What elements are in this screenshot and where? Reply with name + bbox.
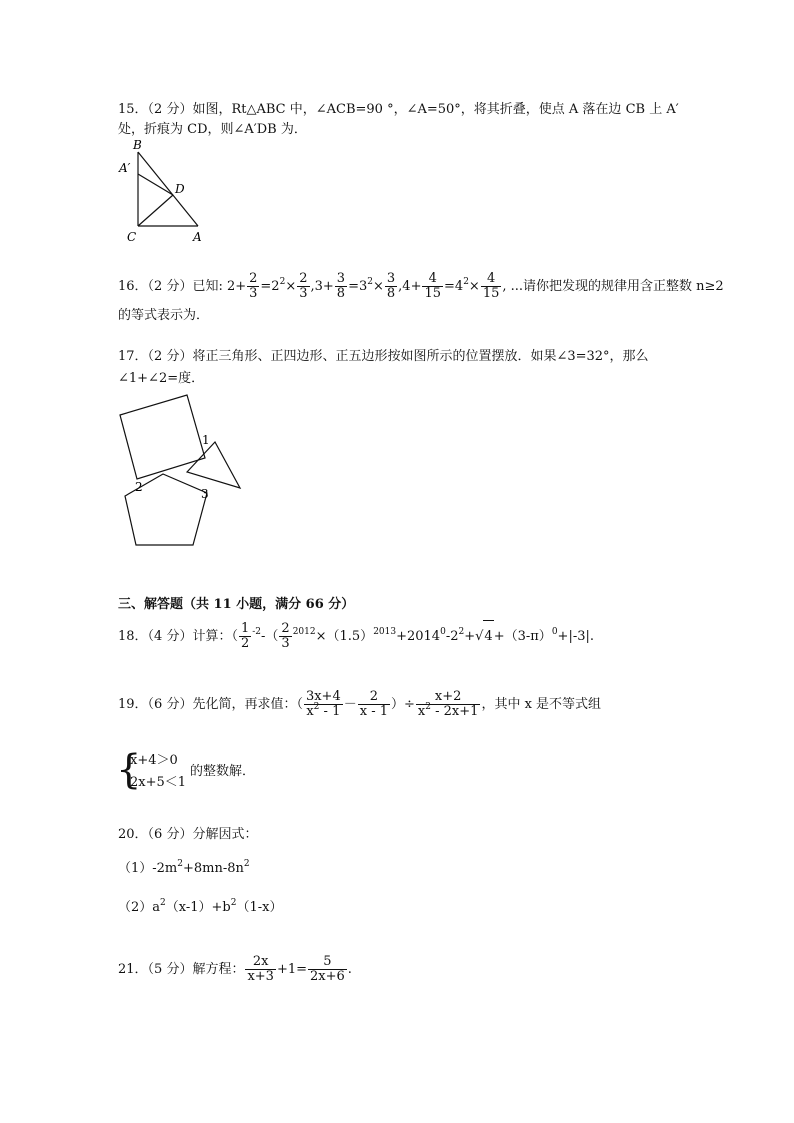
- fraction: $\frac{4}{15}$: [424, 271, 442, 301]
- fraction: $\frac{3x+4}{x^2 - 1}$: [305, 689, 341, 719]
- fraction: $\frac{5}{2x+6}$: [310, 954, 345, 984]
- fraction: $\frac{4}{15}$: [482, 271, 500, 301]
- triangle-shape: [187, 442, 240, 488]
- label-b: B: [133, 138, 142, 152]
- fraction: $\frac{2}{x - 1}$: [359, 689, 389, 719]
- sqrt: 4: [483, 620, 493, 653]
- q17-polygons-figure: [110, 390, 250, 550]
- q19-system-line1: x+4＞0: [130, 753, 178, 768]
- q19-line1: 19．（6 分）先化简，再求值：（ $\frac{3x+4}{x^2 - 1}$ － $\frac{2}{x - 1}$ ）÷ $\frac{x+2}{x^2 - 2x+1}$ ，其中 x 是不等式组: [118, 689, 602, 719]
- q20-part2: $(2)a^2(x-1)+b^2(1-x)$: [118, 898, 283, 915]
- q21-line: 21．（5 分）解方程： $\frac{2x}{x+3}$ +1= $\frac{5}{2x+6}$ .: [118, 954, 352, 984]
- fraction: $\frac{2}{3}$: [249, 271, 258, 301]
- label-d: D: [175, 182, 185, 196]
- q16-line1: 16．（2 分）已知: 2+ $\frac{2}{3}$ $=2^2\times$ $\frac{2}{3}$ ,3+ $\frac{3}{8}$ $=3^2\times$ $\frac{3}{8}$ ,4+ $\frac{4}{15}$ $=4^2\times$ $\frac{4}{15}$ , ...请你把发现的规律用含正整数 n≥2: [118, 271, 724, 301]
- q20-part1: $(1)-2m^2+8mn-8n^2$: [118, 859, 250, 876]
- q19-system-line2: 2x+5＜1: [130, 775, 187, 790]
- q17-line2: ∠1+∠2=度．: [118, 371, 205, 386]
- q15-line1: 15．（2 分）如图，Rt△ABC 中，∠ACB=90 °，∠A=50°，将其折叠，使点 A 落在边 CB 上 A′: [118, 102, 679, 117]
- q16-prefix: 16．（2 分）已知: 2+: [118, 279, 247, 294]
- fraction: $\frac{3}{8}$: [386, 271, 396, 301]
- q16-line2: 的等式表示为．: [118, 308, 210, 323]
- section-heading: 三、解答题（共 11 小题，满分 66 分）: [118, 597, 355, 612]
- fraction: $\frac{2}{3}$: [281, 621, 290, 651]
- system-brace: {: [116, 747, 142, 793]
- q16-suffix: , ...请你把发现的规律用含正整数 n≥2: [502, 279, 724, 294]
- q17-line1: 17．（2 分）将正三角形、正四边形、正五边形按如图所示的位置摆放．如果∠3=32°，那么: [118, 349, 649, 364]
- angle-3-label: 3: [201, 487, 209, 501]
- fraction: $\frac{3}{8}$: [336, 271, 346, 301]
- angle-2-label: 2: [135, 480, 143, 494]
- q15-line2: 处，折痕为 CD，则∠A′DB 为．: [118, 122, 307, 137]
- label-c: C: [127, 230, 137, 244]
- fraction: $\frac{2x}{x+3}$: [247, 954, 274, 984]
- label-a-prime: A′: [119, 161, 131, 175]
- q19-system-suffix: 的整数解．: [190, 764, 256, 779]
- fraction: $\frac{2}{3}$: [299, 271, 308, 301]
- fraction: $\frac{1}{2}$: [240, 621, 250, 651]
- q20-line1: 20．（6 分）分解因式：: [118, 827, 258, 842]
- label-a: A: [193, 230, 202, 244]
- fraction: $\frac{x+2}{x^2 - 2x+1}$: [417, 689, 479, 719]
- q15-triangle-figure: [115, 135, 215, 247]
- q18-line: 18．（4 分）计算：（ $\frac{1}{2}$ $^{-2}$-（ $\frac{2}{3}$ $^{2012}\times(1.5)^{2013}+2014^0-2^2+√4+(3-\pi)^0+|-3|$.: [118, 621, 594, 651]
- angle-1-label: 1: [202, 433, 210, 447]
